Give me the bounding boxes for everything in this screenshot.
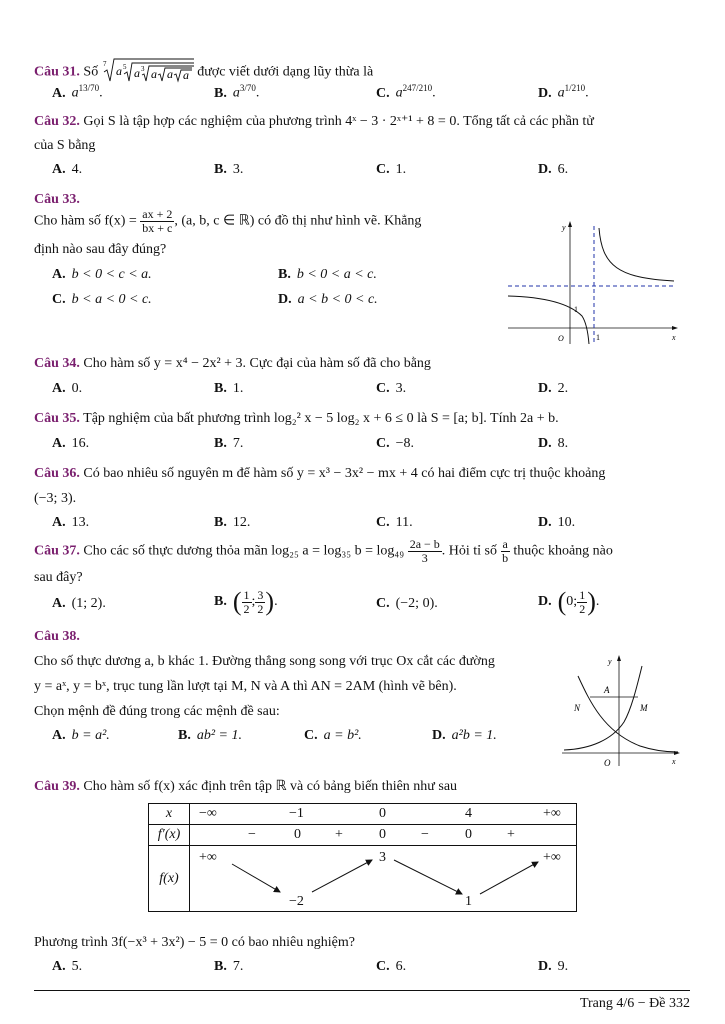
q32-line2: của S bằng [34, 138, 96, 153]
fprime-header: f′(x) [157, 827, 181, 842]
q33-label: Câu 33. [34, 192, 80, 207]
q34-stem: Câu 34. Cho hàm số y = x⁴ − 2x² + 3. Cực đại của hàm số đã cho bằng [34, 356, 431, 371]
q33-option-a[interactable]: A. b < 0 < c < a. [52, 267, 152, 282]
q31-option-c[interactable]: C. $a^{247/210}$. [376, 83, 436, 101]
page-footer: Trang 4/6 − Đề 332 [579, 996, 690, 1011]
q35-stem: Câu 35. Tập nghiệm của bất phương trình log₂² x − 5 log₂ x + 6 ≤ 0 là S = [a; b]. Tính 2a + b. [34, 411, 559, 426]
svg-text:7: 7 [102, 60, 107, 68]
q37-option-d[interactable]: D. (0; $\frac{1}{2}$ ). [538, 587, 600, 616]
x-label: x [672, 333, 676, 342]
q33-hyperbola-graph [506, 216, 682, 348]
right-branch [599, 228, 674, 281]
n-label: N [574, 703, 581, 713]
q31-radical [102, 57, 194, 88]
left-branch [508, 296, 589, 344]
q39-option-d[interactable]: D. 9. [538, 959, 569, 974]
q38-line1: Cho số thực dương a, b khác 1. Đường thẳng song song với trục Ox cắt các đường [34, 654, 495, 669]
y-label: y [608, 657, 612, 666]
footer-rule [34, 990, 690, 991]
x-header: x [165, 806, 173, 821]
q33-option-d[interactable]: D. a < b < 0 < c. [278, 292, 378, 307]
q36-option-b[interactable]: B. 12. [214, 515, 251, 530]
origin-label: O [558, 334, 564, 343]
q32-stem [34, 113, 594, 130]
q31-text-after: được viết dưới dạng lũy thừa là [197, 64, 374, 80]
q36-stem: Câu 36. Có bao nhiêu số nguyên m để hàm số y = x³ − 3x² − mx + 4 có hai điểm cực trị thuộc khoảng [34, 466, 606, 481]
q37-stem: Câu 37. Cho các số thực dương thỏa mãn log₂₅ a = log₃₅ b = log₄₉ $\frac{2a - b}{3}$ . Hỏi tỉ số $\frac{a}{b}$ thuộc khoảng nào [34, 537, 613, 565]
q38-option-c[interactable]: C. a = b². [304, 728, 362, 743]
variation-arrows [190, 846, 576, 912]
q35-option-d[interactable]: D. 8. [538, 436, 569, 451]
q33-fraction: $\frac{ax + 2}{bx + c}$ [142, 207, 173, 235]
q33-option-b[interactable]: B. b < 0 < a < c. [278, 267, 377, 282]
svg-text:a: a [182, 68, 189, 82]
q33-stem: Cho hàm số f(x) = $\frac{ax + 2}{bx + c}$ , (a, b, c ∈ ℝ) có đồ thị như hình vẽ. Khẳng [34, 207, 422, 235]
q32-option-c[interactable]: C. 1. [376, 162, 407, 177]
q38-option-d[interactable]: D. a²b = 1. [432, 728, 497, 743]
q31-text-before: Số [83, 64, 99, 80]
q34-option-a[interactable]: A. 0. [52, 381, 83, 396]
svg-text:5: 5 [122, 63, 127, 71]
q39-option-a[interactable]: A. 5. [52, 959, 83, 974]
q38-line2: y = aˣ, y = bˣ, trục tung lần lượt tại M, N và A thì AN = 2AM (hình vẽ bên). [34, 679, 457, 694]
svg-text:a: a [133, 66, 140, 80]
one-x-label: 1 [596, 333, 600, 342]
q32-line1: Gọi S là tập hợp các nghiệm của phương trình 4ˣ − 3 · 2ˣ⁺¹ + 8 = 0. Tổng tất cả các phần tử [83, 114, 594, 129]
q36-line2: (−3; 3). [34, 491, 77, 506]
q31-option-a[interactable]: A. $a^{13/70}$. [52, 83, 103, 101]
q37-option-c[interactable]: C. (−2; 0). [376, 596, 438, 611]
q34-option-b[interactable]: B. 1. [214, 381, 244, 396]
q32-option-a[interactable]: A. 4. [52, 162, 83, 177]
q35-option-c[interactable]: C. −8. [376, 436, 415, 451]
q38-option-b[interactable]: B. ab² = 1. [178, 728, 242, 743]
q36-option-c[interactable]: C. 11. [376, 515, 413, 530]
variation-table: x −∞ −1 0 4 +∞ f′(x) − 0 + 0 − 0 + f(x) +∞ 3 +∞ −2 1 [148, 803, 577, 912]
q35-option-a[interactable]: A. 16. [52, 436, 90, 451]
q37-ratio: $\frac{a}{b}$ [502, 537, 509, 565]
q38-option-a[interactable]: A. b = a². [52, 728, 110, 743]
m-label: M [640, 703, 648, 713]
q33-option-c[interactable]: C. b < a < 0 < c. [52, 292, 152, 307]
q31-label: Câu 31. [34, 64, 80, 80]
a-label: A [604, 685, 610, 695]
q39-option-c[interactable]: C. 6. [376, 959, 407, 974]
q35-option-b[interactable]: B. 7. [214, 436, 244, 451]
y-label: y [562, 223, 566, 232]
svg-text:3: 3 [140, 65, 145, 73]
q37-line2: sau đây? [34, 570, 83, 585]
q31-option-d[interactable]: D. $a^{1/210}$. [538, 83, 589, 101]
q37-option-a[interactable]: A. (1; 2). [52, 596, 106, 611]
q38-exponential-graph [560, 652, 684, 770]
q38-line3: Chọn mệnh đề đúng trong các mệnh đề sau: [34, 704, 280, 719]
q39-stem: Câu 39. Cho hàm số f(x) xác định trên tập ℝ và có bảng biến thiên như sau [34, 779, 458, 794]
x-label: x [672, 757, 676, 766]
q38-label: Câu 38. [34, 629, 80, 644]
origin-label: O [604, 758, 611, 768]
q32-label: Câu 32. [34, 114, 80, 129]
q32-option-d[interactable]: D. 6. [538, 162, 569, 177]
q34-option-c[interactable]: C. 3. [376, 381, 407, 396]
svg-text:a: a [166, 67, 173, 81]
q31-option-b[interactable]: B. $a^{3/70}$. [214, 83, 260, 101]
q33-line2: định nào sau đây đúng? [34, 242, 167, 257]
svg-text:a: a [150, 67, 157, 81]
q37-fraction: $\frac{2a - b}{3}$ [409, 537, 440, 565]
q32-option-b[interactable]: B. 3. [214, 162, 244, 177]
q39-option-b[interactable]: B. 7. [214, 959, 244, 974]
q39-question: Phương trình 3f(−x³ + 3x²) − 5 = 0 có bao nhiêu nghiệm? [34, 935, 355, 950]
q37-option-b[interactable]: B. ( $\frac{1}{2}$ ; $\frac{3}{2}$ ). [214, 587, 278, 616]
q34-option-d[interactable]: D. 2. [538, 381, 569, 396]
q36-option-a[interactable]: A. 13. [52, 515, 90, 530]
q36-option-d[interactable]: D. 10. [538, 515, 576, 530]
f-header: f(x) [159, 870, 179, 886]
svg-text:a: a [115, 64, 122, 78]
one-y-label: 1 [574, 305, 578, 314]
